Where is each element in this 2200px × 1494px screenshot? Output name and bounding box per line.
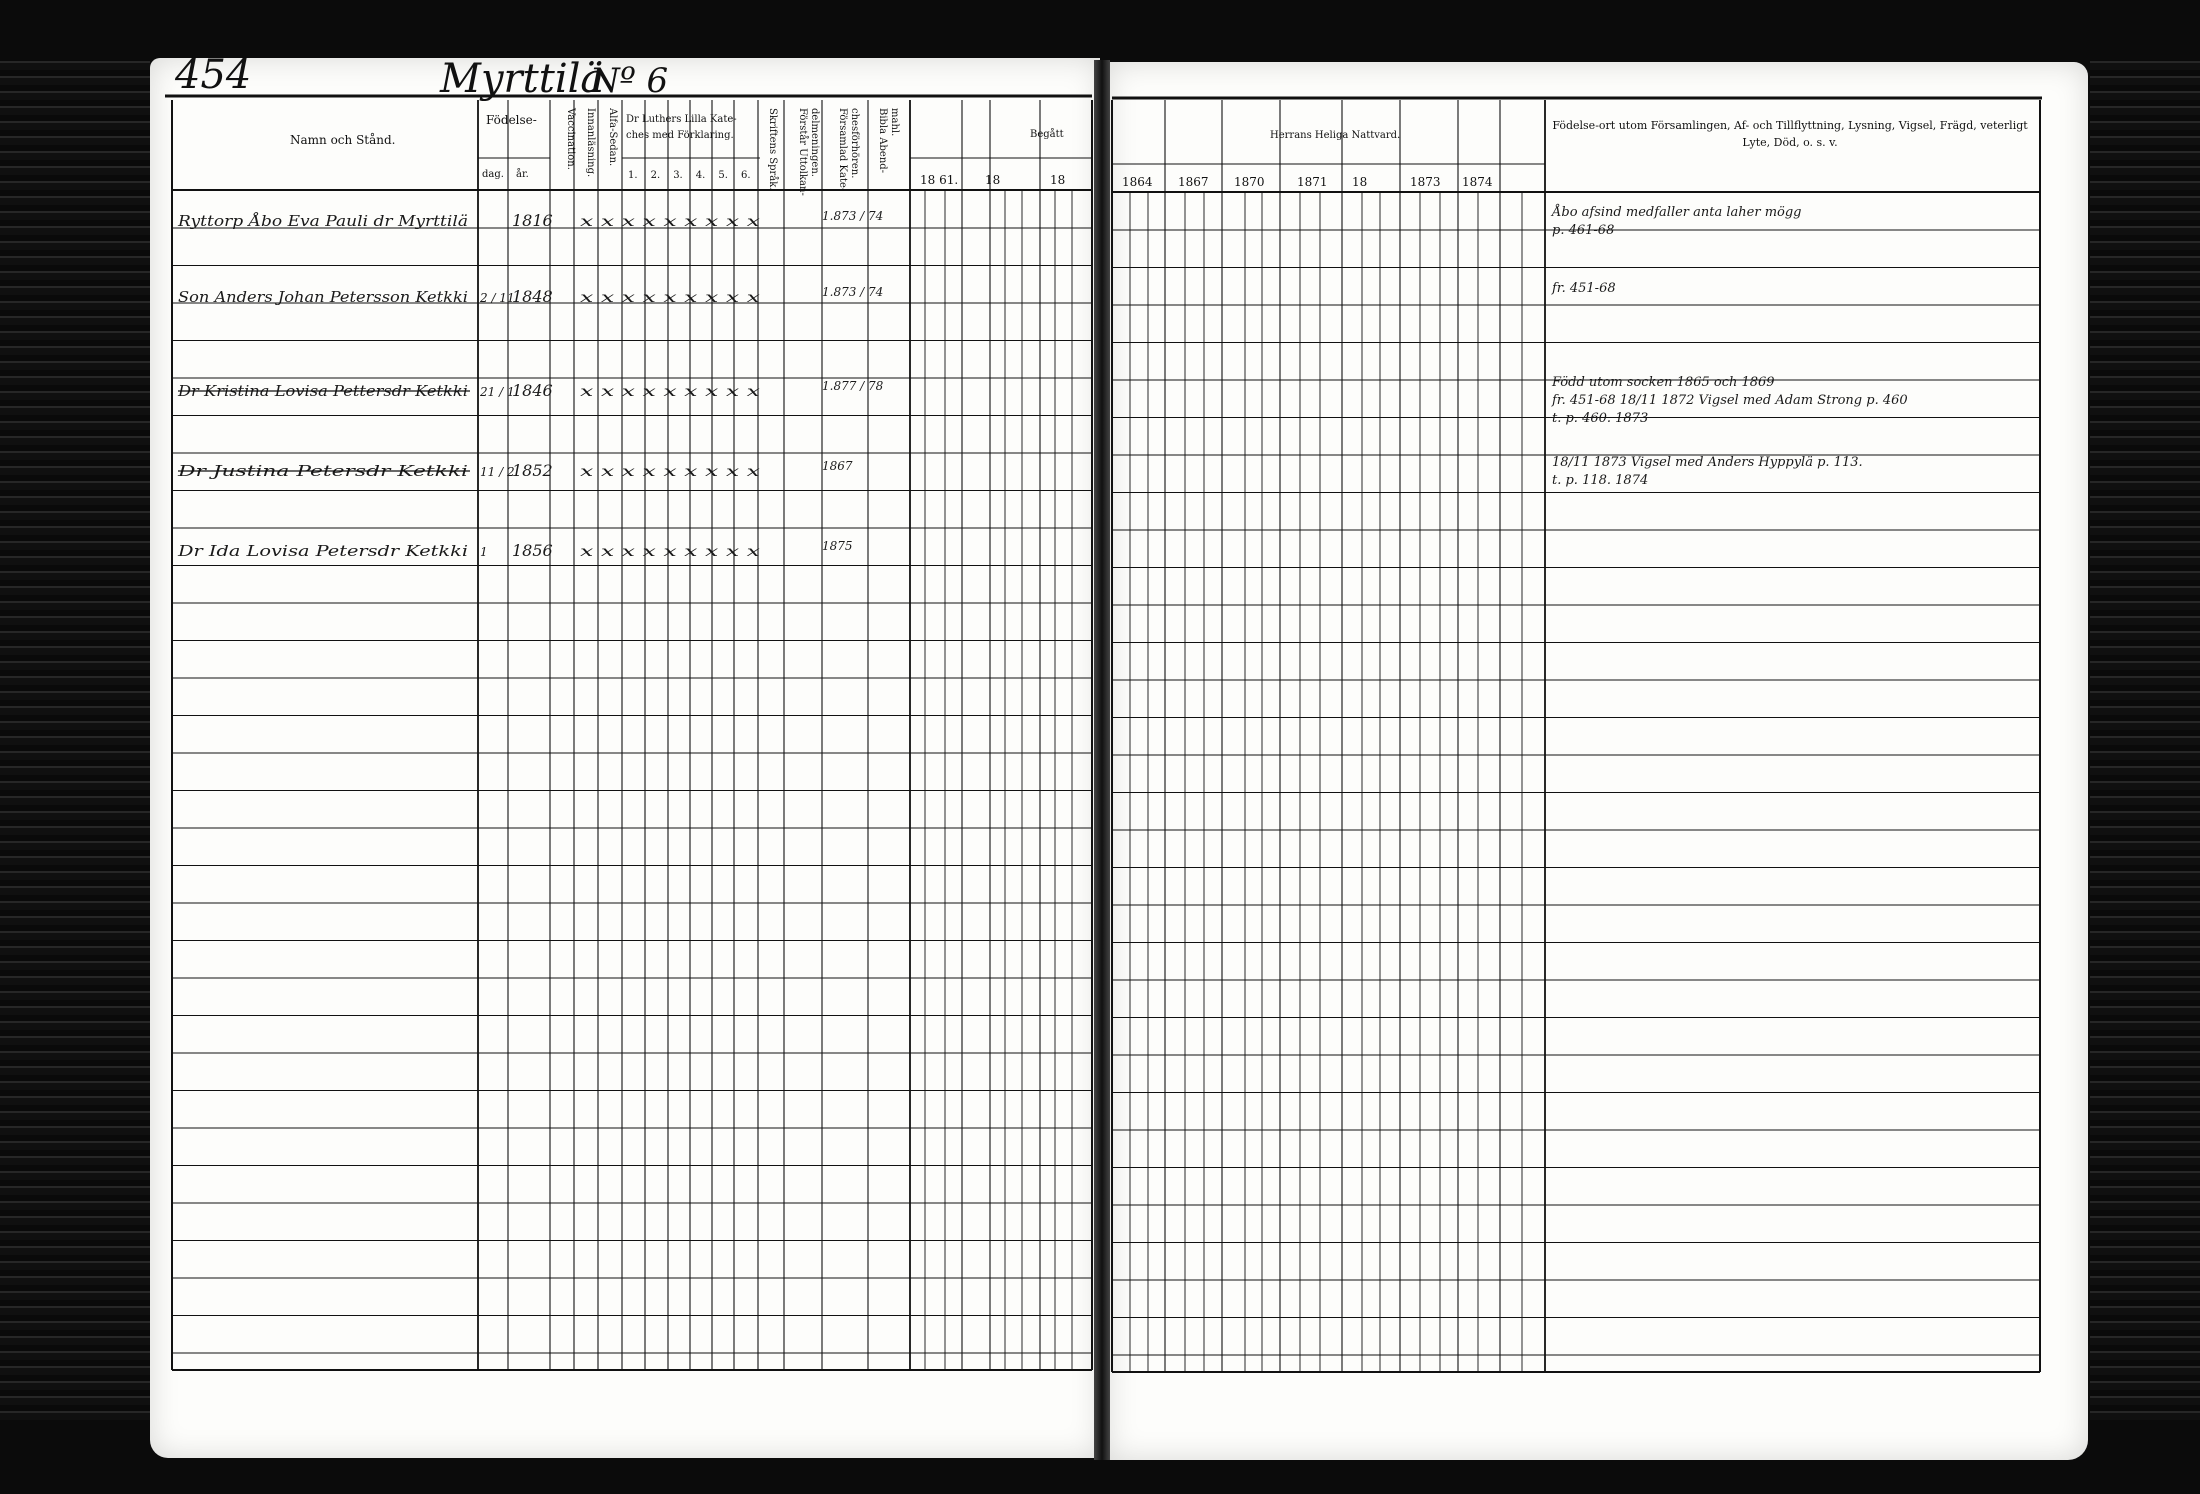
communion-year-3: 1871 (1297, 175, 1328, 189)
entry-name-4: Dr Justina Petersdr Ketkki (176, 462, 469, 480)
communion-year-4: 18 (1352, 175, 1368, 189)
header-forsamlad: Församlad Kate- (837, 108, 848, 192)
entry-catechism-1: 1.873 / 74 (822, 209, 884, 223)
year-header-18a: 18 (985, 173, 1001, 187)
header-bibla-2: mahl. (889, 108, 900, 137)
entry-note-3-1: Född utom socken 1865 och 1869 (1552, 375, 1775, 390)
year-header-18b: 18 (1050, 173, 1066, 187)
header-bibla: Bibla Abend- (877, 108, 888, 174)
header-luther: Dr Luthers Lilla Kate- (626, 114, 737, 125)
entry-name-2: Son Anders Johan Petersson Ketkki (178, 288, 469, 306)
farm-number: Nº 6 (590, 61, 669, 101)
entry-note-3-2: fr. 451-68 18/11 1872 Vigsel med Adam Strong p. 460 (1552, 393, 1908, 408)
header-innanlasning: Innanläsning. (585, 108, 596, 178)
header-forsamlad-2: chesförhören. (849, 108, 860, 179)
communion-year-2: 1870 (1234, 175, 1265, 189)
header-skrift: Skriftens Språk. (767, 108, 778, 191)
entry-note-4-1: 18/11 1873 Vigsel med Anders Hyppylä p. 113. (1552, 455, 1863, 470)
header-begatt: Begått (1030, 129, 1064, 140)
entry-note-1-1: Åbo afsind medfaller anta laher mögg (1552, 205, 1802, 220)
entry-catechism-4: 1867 (822, 459, 853, 473)
catechism-col-5: 5. (718, 170, 728, 181)
header-name: Namn och Stånd. (290, 133, 396, 147)
entry-marks-3: x x x x x x x x x (580, 384, 761, 400)
entry-marks-5: x x x x x x x x x (580, 544, 761, 560)
farm-name: Myrttilä (440, 56, 605, 102)
entry-catechism-5: 1875 (822, 539, 853, 553)
entry-note-1-2: p. 461-68 (1552, 223, 1615, 238)
header-communion: Herrans Heliga Nattvard. (1270, 130, 1401, 141)
register-entries (177, 204, 1908, 560)
year-header-1861: 18 61. (920, 173, 959, 187)
entry-note-4-2: t. p. 118. 1874 (1552, 473, 1649, 488)
catechism-col-4: 4. (695, 170, 706, 181)
catechism-col-1: 1. (628, 170, 638, 181)
entry-day-4: 11 / 2 (480, 465, 515, 479)
catechism-col-2: 2. (650, 170, 661, 181)
entry-note-2-1: fr. 451-68 (1552, 281, 1616, 296)
page-number: 454 (175, 52, 252, 98)
entry-name-5: Dr Ida Lovisa Petersdr Ketkki (176, 542, 469, 560)
header-vaccination: Vaccination. (565, 108, 576, 170)
entry-catechism-2: 1.873 / 74 (822, 285, 884, 299)
header-day: dag. (482, 169, 504, 180)
header-notes-wrap (1550, 118, 2030, 178)
communion-year-5: 1873 (1410, 175, 1441, 189)
entry-year-2: 1848 (512, 287, 553, 306)
header-forstar-2: delmeningen. (809, 108, 820, 177)
catechism-col-3: 3. (673, 170, 683, 181)
right-year-headers (1122, 175, 1493, 189)
entry-day-3: 21 / 1 (480, 385, 515, 399)
entry-day-2: 2 / 11 (480, 291, 515, 305)
header-luther-2: ches med Förklaring. (626, 130, 734, 141)
entry-marks-1: x x x x x x x x x (580, 214, 761, 230)
header-forstar: Förstår Uttolkan- (797, 108, 808, 196)
entry-note-3-3: t. p. 460. 1873 (1552, 411, 1649, 426)
entry-year-5: 1856 (512, 541, 553, 560)
header-notes: Födelse-ort utom Församlingen, Af- och Tillflyttning, Lysning, Vigsel, Frägd, veterligt Lyte, Död, o. s. v. (1552, 119, 2028, 149)
entry-marks-4: x x x x x x x x x (580, 464, 761, 480)
communion-year-1: 1867 (1178, 175, 1209, 189)
entry-year-3: 1846 (512, 381, 553, 400)
entry-marks-2: x x x x x x x x x (580, 290, 761, 306)
left-year-headers (920, 173, 1065, 187)
header-alfabet: Alfa-Sedan. (607, 108, 618, 167)
communion-year-0: 1864 (1122, 175, 1153, 189)
communion-year-6: 1874 (1462, 175, 1493, 189)
catechism-column-numbers (628, 170, 751, 181)
entry-catechism-3: 1.877 / 78 (822, 379, 884, 393)
entry-year-1: 1816 (512, 211, 553, 230)
entry-year-4: 1852 (512, 461, 553, 480)
header-year: år. (516, 169, 529, 180)
header-birth: Födelse- (486, 113, 537, 127)
entry-name-1: Ryttorp Åbo Eva Pauli dr Myrttilä (176, 212, 468, 230)
catechism-col-6: 6. (741, 170, 751, 181)
entry-day-5: 1 (480, 545, 488, 559)
entry-name-3: Dr Kristina Lovisa Pettersdr Ketkki (176, 382, 469, 400)
